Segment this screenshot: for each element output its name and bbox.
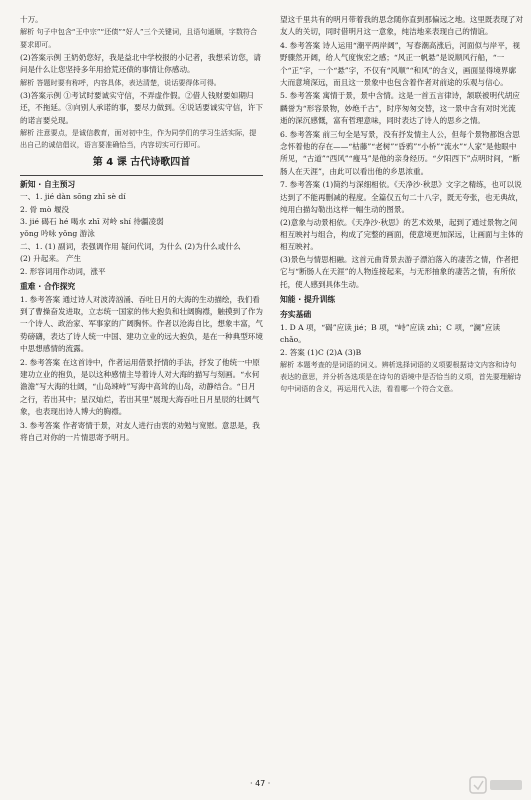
right-column <box>280 14 523 396</box>
watermark-logo-icon <box>469 774 525 796</box>
lesson-title: 第 4 课 古代诗歌四首 <box>92 157 191 169</box>
analysis-text: 解析 本题考查的是词语的词义。辨析选择词语的义项要根据诗文内容和诗句表达的意思，并分析各选项是在诗句的语境中是否恰当的义项，首先要理解诗句中词语的含义，再运用代入法，看看哪一个符合文意。 <box>280 359 522 394</box>
analysis-text: 解析 注意要点，是诚信教育，面对初中生，作为同学们的学习生活实际，提出自己的诚信倡议，语言要准确恰当，内容切实可行即可。 <box>20 128 257 150</box>
answer-text: 2. 答案 (1)C (2)A (3)B <box>280 347 362 357</box>
answer-text: 1. 参考答案 通过诗人对波涛汹涌、吞吐日月的大海的生动描绘，我们看到了曹操奋发进取，立志统一国家的伟大抱负和壮阔胸襟，触摸到了作为一个诗人、政治家、军事家的广阔胸怀。作者以沧海自比，想象丰富，气势磅礴，表达了诗人统一中国、建功立业的远大抱负，是在一种典型环境中思想感情的流露。 <box>20 294 263 354</box>
answer-text: 2. 参考答案 在这首诗中，作者运用借景抒情的手法，抒发了他统一中原建功立业的抱负，是以这种感情主导着诗人对大海的描写与刻画。“水何澹澹”写大海的壮阔，“山岛竦峙”写海中高耸的山岛，动静结合。“日月之行，若出其中；星汉灿烂，若出其里”展现大海吞吐日月星辰的壮阔气象，也表现出诗人博大的胸襟。 <box>20 357 260 417</box>
answer-text: 6. 参考答案 前三句全是写景，没有抒发情主人公，但每个景物都饱含思念怀着他的存在——“枯藤”“老树”“昏鸦”“小桥”“流水”“人家”是他眼中所见，“古道”“西风”“瘦马”是他的亲身经历。“夕阳西下”点明时间，“断肠人在天涯”，由此可以看出他的乡思浓重。 <box>280 129 520 176</box>
answer-text: 二、1. (1) 副词，表强调作用 疑问代词，为什么 (2)为什么或什么 <box>20 241 241 251</box>
answer-text: 5. 参考答案 寓情于景，景中含情。这是一首五言律诗，颔联被明代胡应麟誉为“形容景物，妙绝千古”，时序匆匆交替，这一景中含有对时光流逝的深沉感慨，富有哲理意味，同时表达了诗人的思乡之情。 <box>280 91 520 126</box>
answer-text: 望这千里共有的明月带着我的思念随你直到那偏远之地。这里既表现了对友人的关切，同时借明月这一意象，纯洁地来表现自己的情谊。 <box>280 15 523 37</box>
answer-text: 3. jié 碣石 hé 喝水 zhī 对岭 shí 待疆凌弱 <box>20 217 164 227</box>
section-heading: 新知 · 自主预习 <box>20 179 76 189</box>
analysis-text: 解析 句子中包含“王中宗”“还债”“好人”三个关键词，且语句通顺，字数符合要求即可。 <box>20 27 258 49</box>
answer-text: 2. 形容词用作动词，涨平 <box>20 266 106 276</box>
answer-text: 3. 参考答案 作者寄情于景，对友人进行由衷的劝勉与宽慰。意思是，我将自己对你的一片情思寄予明月。 <box>20 420 260 442</box>
analysis-text: 解析 答题时要有称呼，内容具体，表达清楚，说话要得体可得。 <box>20 77 221 87</box>
answer-text: 一、1. jié dàn sōng zhī sè dí <box>20 192 126 202</box>
answer-text: 1. D A 项，“碣”应读 jié；B 项，“峙”应读 zhì；C 项，“澜”应读 chǎo。 <box>280 322 501 345</box>
left-column <box>20 14 263 444</box>
answer-text: (3)答案示例 ①考试时要诚实守信，不弄虚作假。②借人钱财要如期归还，不拖延。③向别人承诺的事，要尽力做到。④说话要诚实守信，许下的诺言要兑现。 <box>20 90 263 125</box>
section-heading: 重难 · 合作探究 <box>20 282 76 292</box>
answer-text: 7. 参考答案 (1)简约与深细相依。《天净沙·秋思》文字之精练，也可以说达到了不能再删减的程度。全篇仅五句二十八字，既无夸张，也无典故，纯用白描勾勒出这样一幅生动的图景。 <box>280 180 523 215</box>
answer-text: 2. 骨 mò 堰没 <box>20 204 70 214</box>
answer-text: (2)意象与动景相依。《天净沙·秋思》的艺术效果，起到了通过景物之间相互映衬与组合，构成了完整的画面，使意境更加深远，让画面与主体的相互映衬。 <box>280 217 523 252</box>
answer-text: (2) 升起来。 产生 <box>20 254 82 264</box>
answer-text: 4. 参考答案 诗人运用“潮平两岸阔”，写春潮高涨后，河面似与岸平，视野骤然开阔，给人气度恢宏之感；“风正一帆悬”是说顺风行船，“一个“正”字，一个“悬”字，不仅有“风顺”“和风”的含义，画面显得境界廓大而意境深远，而且这一景象中也包含着作者对前途的乐观与信心。 <box>280 40 521 88</box>
subsection-heading: 夯实基础 <box>280 310 312 320</box>
answer-text: (3)景色与情思相融。这首元曲背景去游子漂泊落入的凄苦之情，作者把它与“断肠人在天涯”的人物连接起来，与无形抽象的凄苦之情，有所依托，使人感到具体生动。 <box>280 254 519 289</box>
page-number: · 47 · <box>250 779 271 788</box>
section-heading: 知能 · 提升训练 <box>280 294 336 304</box>
answer-text: yǒng 吟咏 yǒng 游泳 <box>20 229 95 239</box>
answer-text: (2)答案示例 王奶奶您好，我是益北中学校报的小记者，我想采访您，请问是什么让您坚持多年用拾荒还债的事情让你感动。 <box>20 52 261 75</box>
divider <box>20 175 263 176</box>
answer-text: 十万。 <box>20 15 43 24</box>
